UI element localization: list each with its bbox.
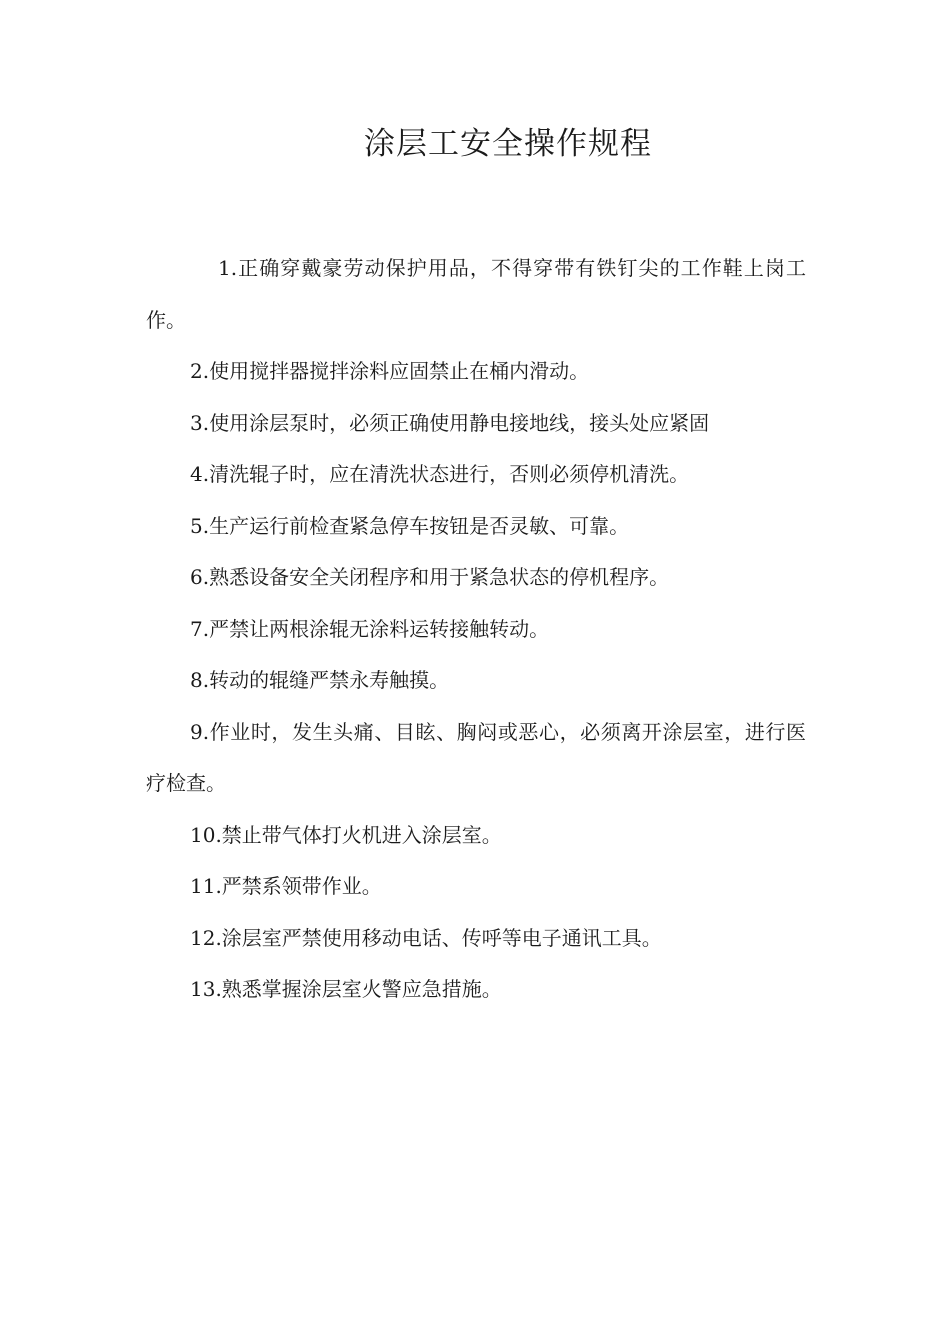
- rule-item: 13.熟悉掌握涂层室火警应急措施。: [190, 977, 502, 1001]
- rule-item: 7.严禁让两根涂辊无涂料运转接触转动。: [190, 616, 550, 641]
- rule-item: 1.正确穿戴豪劳动保护用品，不得穿带有铁钉尖的工作鞋上岗工作。: [146, 256, 806, 332]
- rule-item: 10.禁止带气体打火机进入涂层室。: [190, 822, 502, 847]
- rule-item: 4.清洗辊子时，应在清洗状态进行，否则必须停机清洗。: [190, 462, 690, 486]
- rule-item: 2.使用搅拌器搅拌涂料应固禁止在桶内滑动。: [190, 359, 590, 383]
- rule-item: 11.严禁系领带作业。: [190, 874, 382, 898]
- rule-item: 8.转动的辊缝严禁永寿触摸。: [190, 668, 450, 692]
- rule-item: 5.生产运行前检查紧急停车按钮是否灵敏、可靠。: [190, 513, 630, 538]
- safety-rules-list: [146, 243, 806, 1016]
- rule-item: 12.涂层室严禁使用移动电话、传呼等电子通讯工具。: [190, 925, 662, 950]
- rule-item: 3.使用涂层泵时，必须正确使用静电接地线，接头处应紧固: [190, 410, 710, 435]
- rule-item: 6.熟悉设备安全关闭程序和用于紧急状态的停机程序。: [190, 565, 670, 589]
- document-title: 涂层工安全操作规程: [364, 126, 652, 162]
- rule-item: 9.作业时，发生头痛、目眩、胸闷或恶心，必须离开涂层室，进行医疗检查。: [146, 719, 806, 795]
